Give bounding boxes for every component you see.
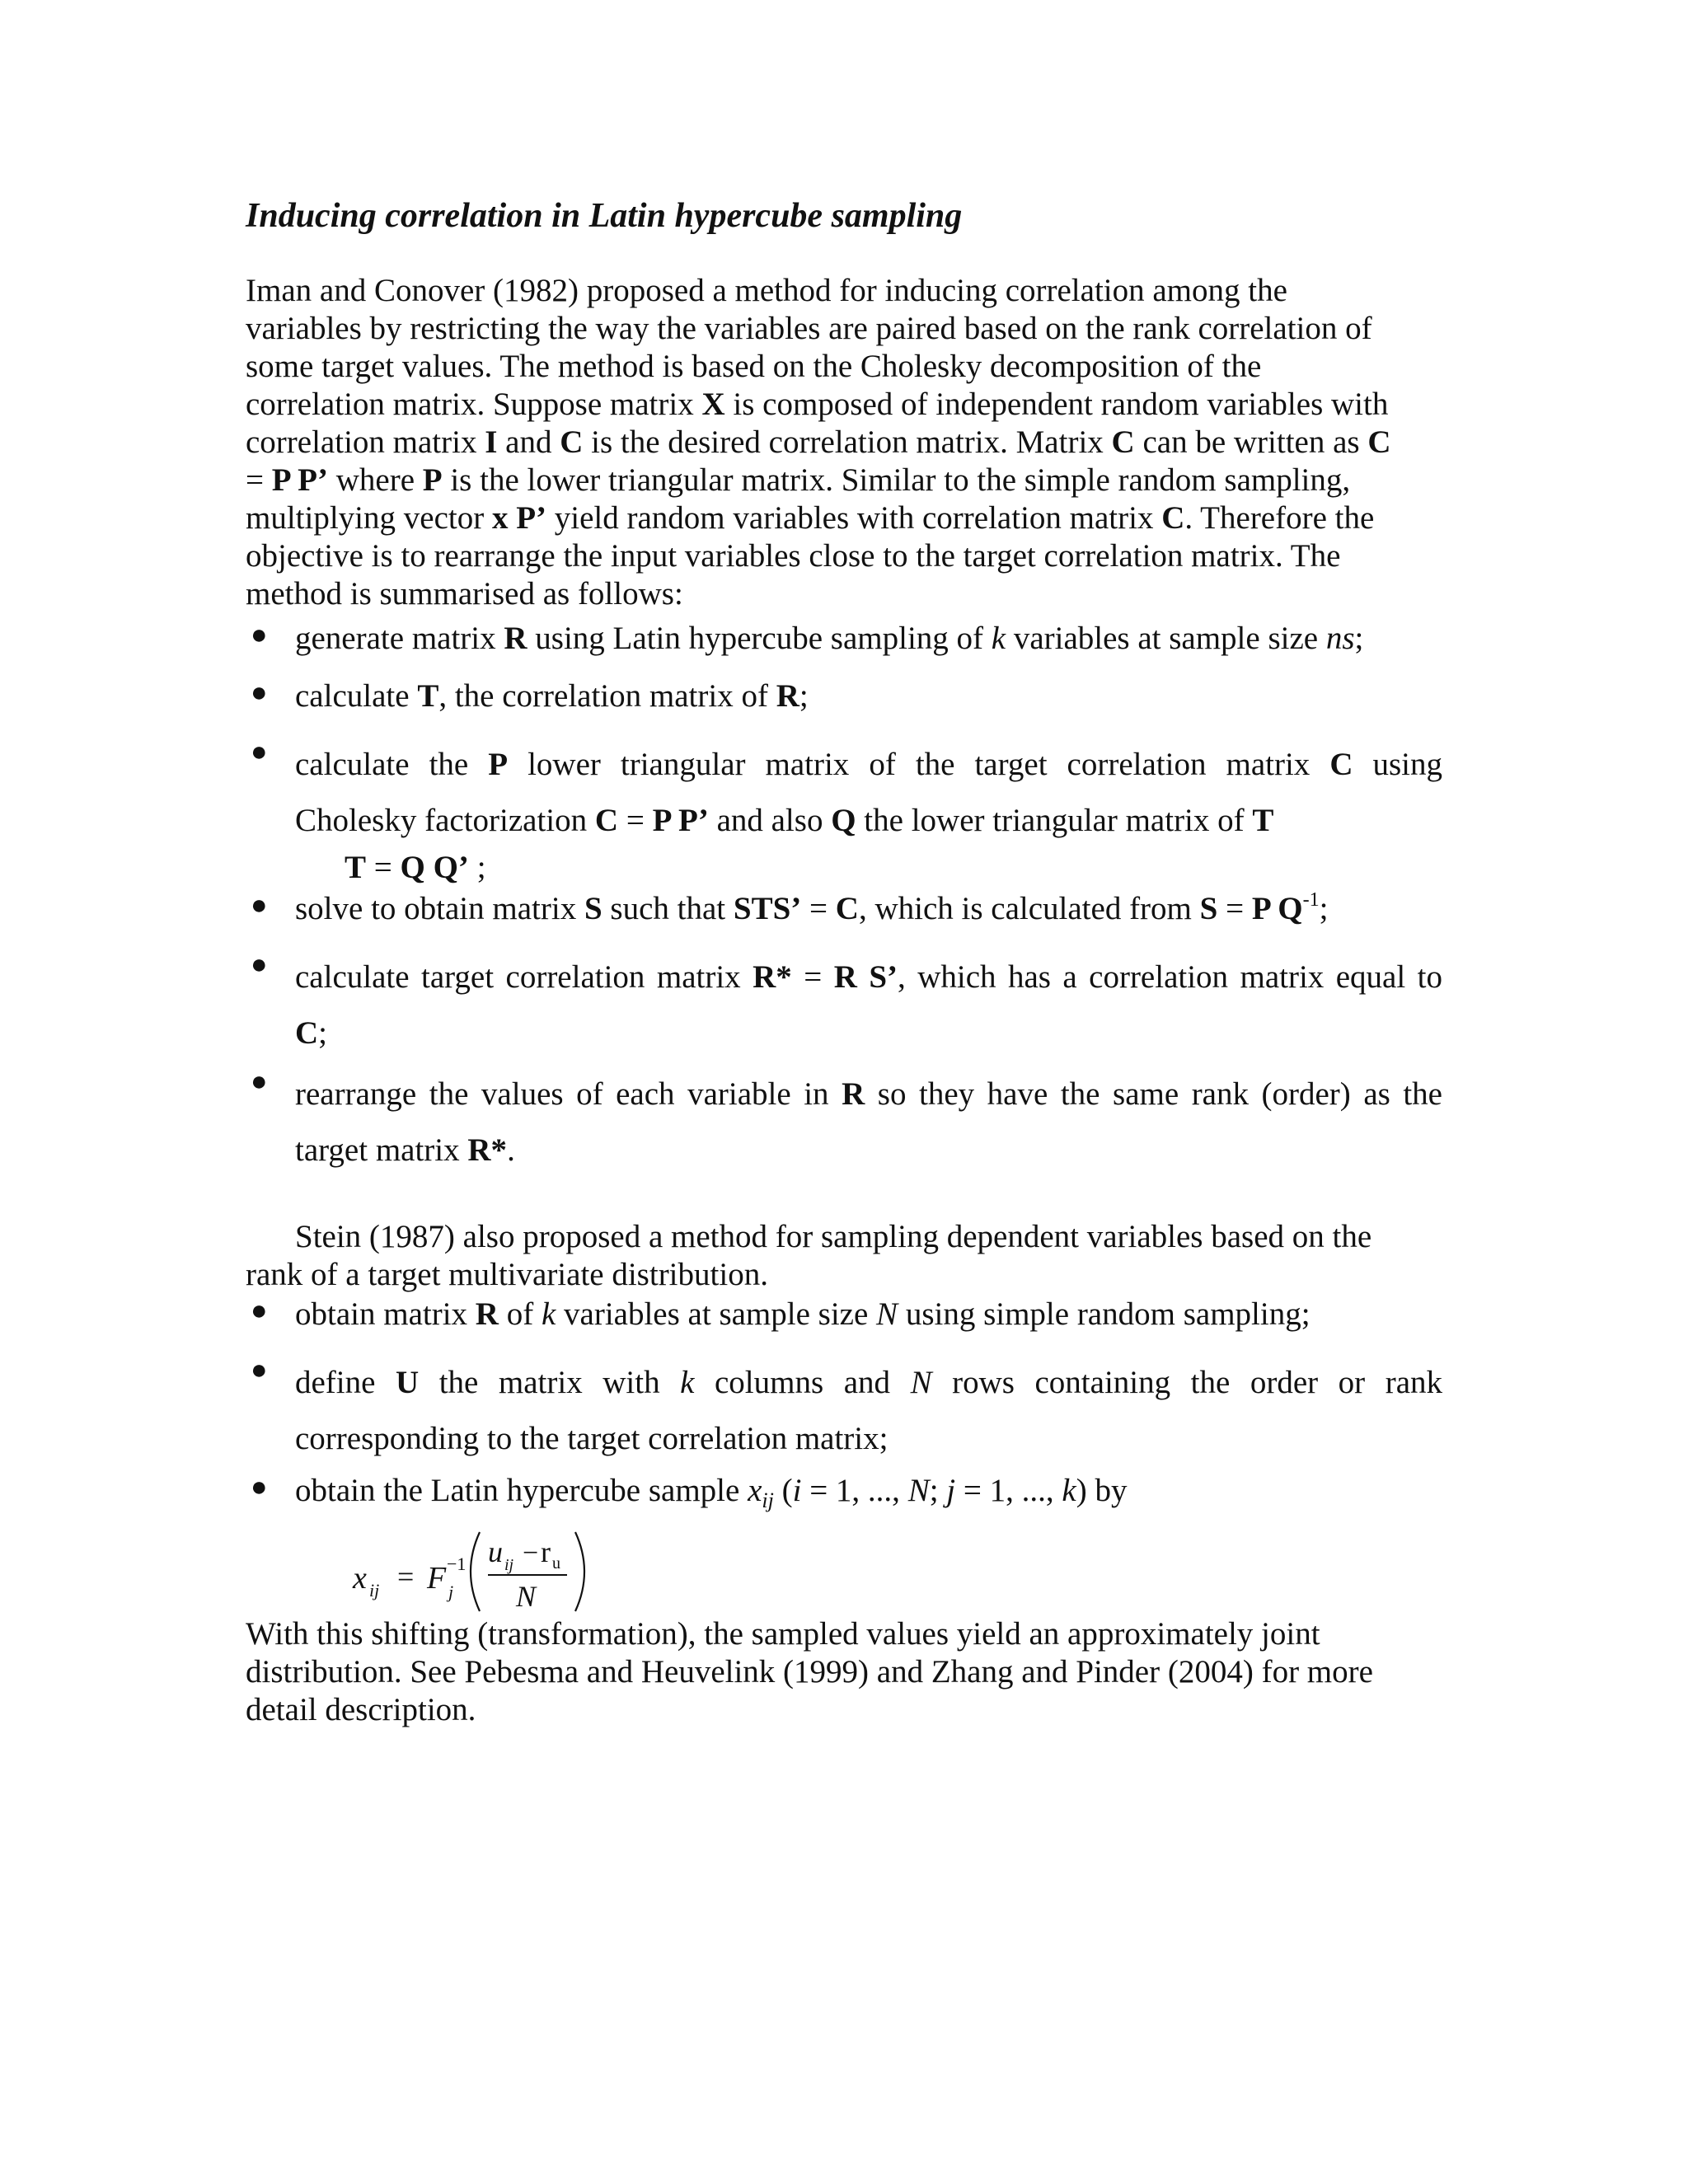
text-line: objective is to rearrange the input variables close to the target correlation matrix. The — [246, 538, 1341, 574]
formula-graphic — [346, 1521, 610, 1619]
stein-paragraph — [246, 1218, 1441, 1294]
formula-equals: = — [397, 1560, 415, 1593]
bullet-icon: ● — [251, 890, 268, 921]
formula-u-subscript: ij — [504, 1556, 514, 1574]
formula-minus: − — [523, 1538, 539, 1568]
text-line: C; — [295, 1015, 328, 1051]
text-line: variables by restricting the way the variables are paired based on the rank correlation of — [246, 311, 1372, 346]
formula-x-subscript: ij — [369, 1580, 380, 1601]
text-line: Cholesky factorization C = P P’ and also Q the lower triangular matrix of T — [295, 803, 1274, 838]
text-line: calculate the P lower triangular matrix of the target correlation matrix C using — [295, 747, 1443, 782]
bullet-icon: ● — [251, 1296, 268, 1326]
text-line: define U the matrix with k columns and N rows containing the order or rank — [295, 1365, 1443, 1400]
text-line: correlation matrix. Suppose matrix X is composed of independent random variables with — [246, 387, 1389, 422]
bullet-icon: ● — [251, 1066, 268, 1097]
text-line: Iman and Conover (1982) proposed a method for inducing correlation among the — [246, 273, 1287, 308]
section-title: Inducing correlation in Latin hypercube sampling — [246, 197, 963, 235]
formula-r: r — [541, 1535, 551, 1568]
text-line: With this shifting (transformation), the sampled values yield an approximately joint — [246, 1616, 1320, 1652]
text-line: detail description. — [246, 1692, 476, 1727]
text-line: calculate T, the correlation matrix of R; — [295, 678, 809, 714]
bullet-icon: ● — [251, 1472, 268, 1502]
text-line: multiplying vector x P’ yield random variables with correlation matrix C. Therefore the — [246, 500, 1375, 536]
text-line: some target values. The method is based on the Cholesky decomposition of the — [246, 349, 1262, 384]
text-line: corresponding to the target correlation matrix; — [295, 1421, 889, 1456]
bullet-icon: ● — [251, 620, 268, 650]
closing-paragraph — [246, 1615, 1441, 1729]
text-line: distribution. See Pebesma and Heuvelink (1999) and Zhang and Pinder (2004) for more — [246, 1654, 1373, 1690]
text-line: Stein (1987) also proposed a method for sampling dependent variables based on the — [295, 1219, 1372, 1254]
formula-N: N — [516, 1580, 537, 1613]
text-line: correlation matrix I and C is the desired correlation matrix. Matrix C can be written as C — [246, 424, 1391, 460]
text-line: obtain matrix R of k variables at sample size N using simple random sampling; — [295, 1296, 1311, 1332]
text-line: = P P’ where P is the lower triangular matrix. Similar to the simple random sampling, — [246, 462, 1351, 498]
text-line: obtain the Latin hypercube sample $x_{ij}$ (i = 1, ..., N; j = 1, ..., k) by — [295, 1473, 1128, 1512]
equation-tqq: T = Q Q’ ; — [345, 850, 486, 885]
formula-F-subscript: j — [448, 1582, 454, 1602]
right-paren — [575, 1532, 584, 1611]
formula-F-superscript: −1 — [447, 1554, 467, 1574]
formula-x: x — [353, 1561, 367, 1596]
bullet-icon: ● — [251, 737, 268, 767]
bullet-icon: ● — [251, 949, 268, 980]
formula-r-subscript: u — [552, 1554, 560, 1572]
lhs-formula — [346, 1521, 610, 1619]
text-line: calculate target correlation matrix R* = R S’, which has a correlation matrix equal to — [295, 959, 1442, 995]
bullet-icon: ● — [251, 1355, 268, 1385]
text-line: method is summarised as follows: — [246, 576, 683, 612]
text-line: rearrange the values of each variable in R so they have the same rank (order) as the — [295, 1076, 1442, 1112]
formula-u: u — [488, 1535, 503, 1568]
left-paren — [471, 1532, 480, 1611]
intro-paragraph — [246, 272, 1441, 613]
text-line: rank of a target multivariate distribution. — [246, 1257, 768, 1292]
formula-F: F — [427, 1561, 447, 1596]
text-line: target matrix R*. — [295, 1132, 515, 1168]
text-line: generate matrix R using Latin hypercube sampling of k variables at sample size ns; — [295, 621, 1364, 656]
text-line: solve to obtain matrix S such that STS’ = C, which is calculated from S = P $Q^{-1}$; — [295, 889, 1329, 926]
bullet-icon: ● — [251, 677, 268, 708]
